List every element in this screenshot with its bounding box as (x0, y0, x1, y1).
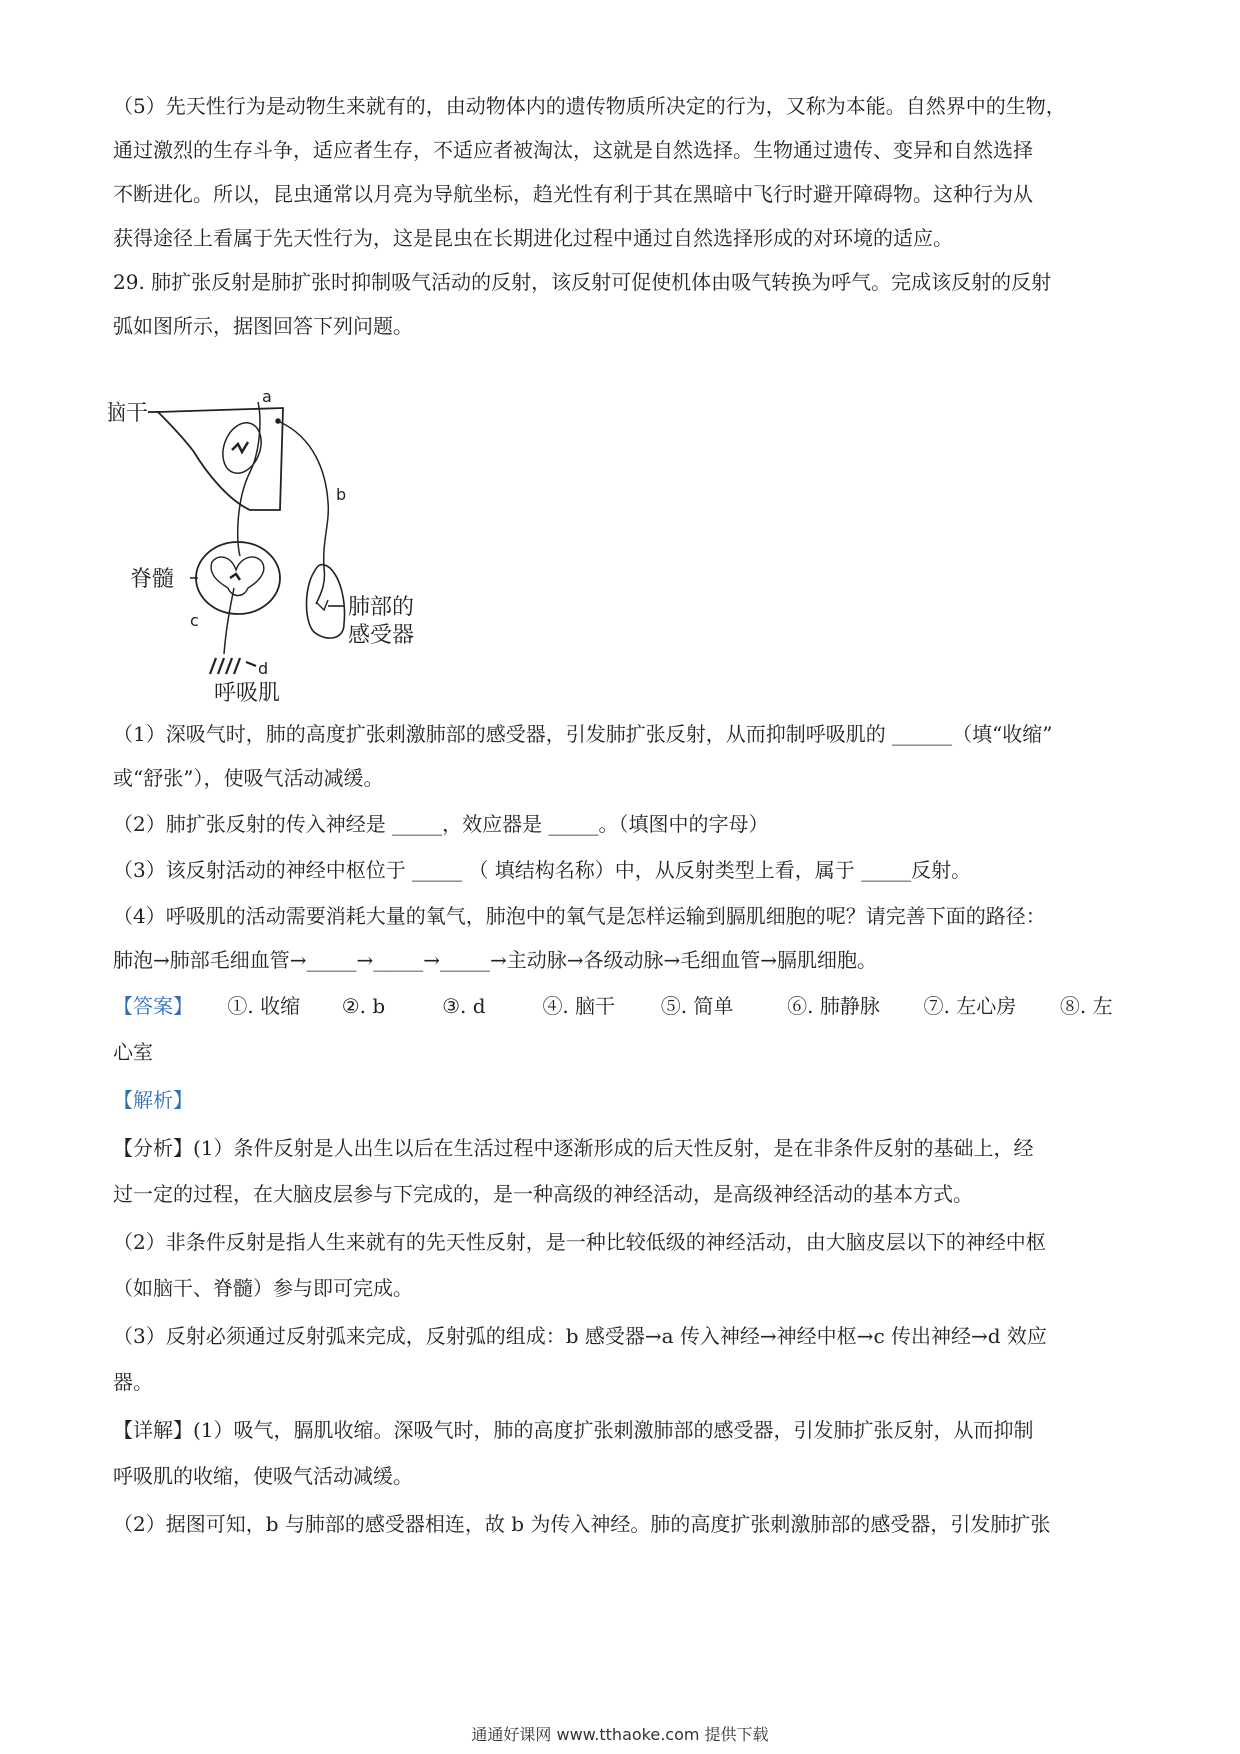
label-lung-receptor: 感受器 (348, 623, 415, 648)
analysis-line: 呼吸肌的收缩，使吸气活动减缓。 (113, 1464, 413, 1488)
analysis-line: （如脑干、脊髓）参与即可完成。 (113, 1276, 413, 1300)
label-respiratory-muscle: 呼吸肌 (214, 681, 281, 704)
reflex-arc-diagram (108, 392, 470, 704)
answer-item: ⑧. 左 (1059, 994, 1113, 1018)
label-b: b (336, 485, 347, 504)
analysis-line: （2）非条件反射是指人生来就有的先天性反射，是一种比较低级的神经活动，由大脑皮层以下的神经中枢 (113, 1230, 1046, 1254)
answer-item: ②. b (341, 994, 386, 1018)
answer-item: ①. 收缩 (227, 994, 301, 1018)
spinal-cord-section (196, 542, 280, 614)
question-line: 肺泡→肺部毛细血管→_____→_____→_____→主动脉→各级动脉→毛细血管→膈肌细胞。 (113, 948, 878, 972)
question-line: （1）深吸气时，肺的高度扩张刺激肺部的感受器，引发肺扩张反射，从而抑制呼吸肌的 ______（填“收缩” (113, 722, 1053, 746)
label-d: d (258, 659, 269, 678)
lung-outline (307, 565, 345, 639)
answer-continuation: 心室 (113, 1040, 153, 1064)
answer-item: ⑦. 左心房 (923, 994, 1017, 1018)
page-footer: 通通好课网 www.tthaoke.com 提供下载 (471, 1725, 769, 1744)
label-c: c (190, 611, 199, 630)
paragraph-line: 通过激烈的生存斗争，适应者生存，不适应者被淘汰，这就是自然选择。生物通过遗传、变异和自然选择 (113, 138, 1033, 162)
answer-item: ⑤. 简单 (660, 994, 734, 1018)
label-spinal-cord: 脊髓 (130, 567, 175, 592)
analysis-line: 【分析】(1）条件反射是人出生以后在生活过程中逐渐形成的后天性反射，是在非条件反射的基础上，经 (113, 1136, 1034, 1160)
paragraph-line: （5）先天性行为是动物生来就有的，由动物体内的遗传物质所决定的行为，又称为本能。自然界中的生物， (113, 94, 1066, 118)
question-line: 或“舒张”），使吸气活动减缓。 (113, 766, 384, 790)
analysis-label: 【解析】 (113, 1088, 193, 1112)
question-line: （3）该反射活动的神经中枢位于 _____ （ 填结构名称）中，从反射类型上看，属于 _____反射。 (113, 858, 972, 882)
analysis-line: （2）据图可知，b 与肺部的感受器相连，故 b 为传入神经。肺的高度扩张刺激肺部的感受器，引发肺扩张 (113, 1512, 1051, 1536)
paragraph-line: 获得途径上看属于先天性行为，这是昆虫在长期进化过程中通过自然选择形成的对环境的适应。 (113, 226, 953, 250)
paragraph-line: 不断进化。所以，昆虫通常以月亮为导航坐标，趋光性有利于其在黑暗中飞行时避开障碍物。这种行为从 (113, 182, 1033, 206)
analysis-line: （3）反射必须通过反射弧来完成，反射弧的组成：b 感受器→a 传入神经→神经中枢→c 传出神经→d 效应 (113, 1324, 1047, 1348)
analysis-line: 【详解】(1）吸气，膈肌收缩。深吸气时，肺的高度扩张刺激肺部的感受器，引发肺扩张反射，从而抑制 (113, 1418, 1034, 1442)
question-line: （2）肺扩张反射的传入神经是 _____，效应器是 _____。（填图中的字母） (113, 812, 769, 836)
label-brainstem: 脑干 (108, 401, 149, 426)
answer-item: ⑥. 肺静脉 (787, 994, 880, 1018)
question-29-intro: 弧如图所示，据图回答下列问题。 (113, 314, 413, 338)
respiratory-muscle-d (210, 658, 256, 674)
answer-row (113, 992, 1113, 1020)
analysis-line: 过一定的过程，在大脑皮层参与下完成的，是一种高级的神经活动，是高级神经活动的基本方式。 (113, 1182, 973, 1206)
answer-item: ③. d (442, 994, 486, 1018)
answer-item: ④. 脑干 (542, 994, 616, 1018)
analysis-line: 器。 (113, 1370, 153, 1394)
brainstem-outline (148, 408, 283, 510)
answer-label: 【答案】 (113, 994, 193, 1018)
question-29-intro: 29. 肺扩张反射是肺扩张时抑制吸气活动的反射，该反射可促使机体由吸气转换为呼气。完成该反射的反射 (113, 270, 1052, 294)
label-lung-receptor: 肺部的 (348, 595, 415, 620)
label-a: a (262, 392, 272, 406)
reflex-arc-svg (108, 392, 470, 704)
question-line: （4）呼吸肌的活动需要消耗大量的氧气，肺泡中的氧气是怎样运输到膈肌细胞的呢？请完善下面的路径： (113, 904, 1046, 928)
